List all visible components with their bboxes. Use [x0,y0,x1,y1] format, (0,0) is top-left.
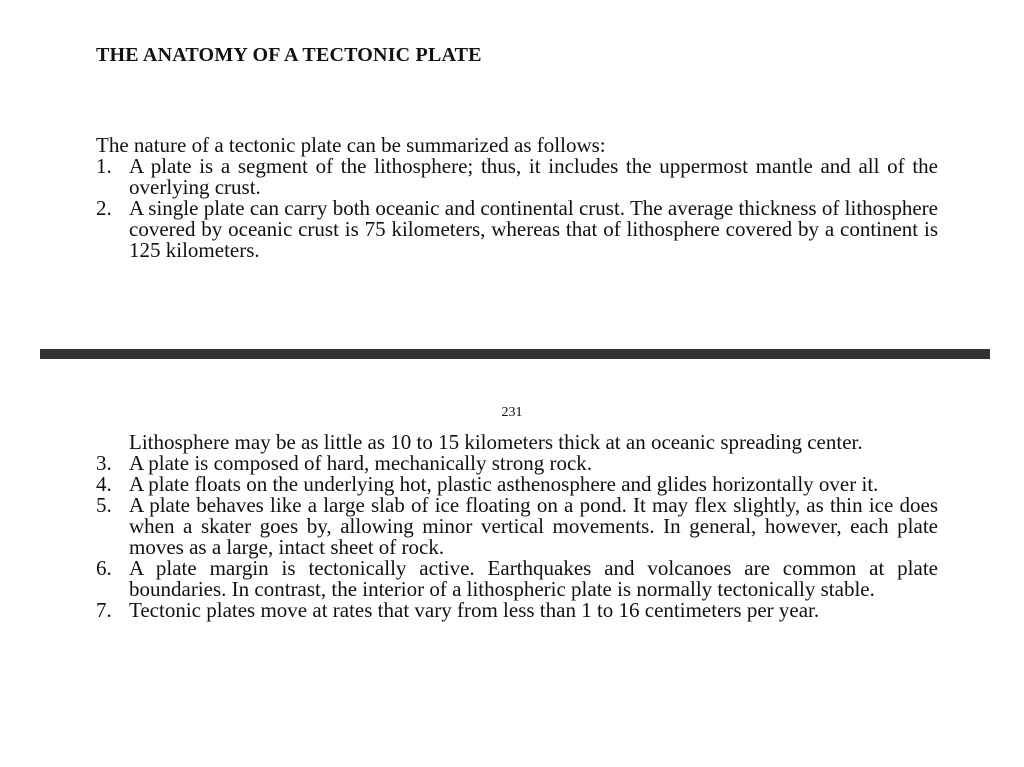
page-title: THE ANATOMY OF A TECTONIC PLATE [96,44,482,66]
list-item [96,453,938,474]
list-item-number: 5. [96,493,112,517]
plate-properties-list-part-2 [96,432,938,621]
list-item-text: Tectonic plates move at rates that vary from less than 1 to 16 centimeters per year. [129,598,820,622]
list-item-number [96,432,129,453]
page-break-divider [40,349,990,359]
list-item [96,156,938,198]
list-item-number: 2. [96,196,112,220]
intro-text: The nature of a tectonic plate can be summarized as follows: [96,133,606,157]
list-item-text: A plate floats on the underlying hot, plastic asthenosphere and glides horizontally over it. [129,472,879,496]
list-item-number: 7. [96,598,112,622]
list-item-text: Lithosphere may be as little as 10 to 15 kilometers thick at an oceanic spreading center. [129,430,863,454]
list-item-text: A single plate can carry both oceanic and continental crust. The average thickness of lithosphere covered by oceanic crust is 75 kilometers, whereas that of lithosphere covered by a continent is 125 kilometers. [129,196,938,262]
list-item-text: A plate is composed of hard, mechanically strong rock. [129,451,593,475]
list-item-text: A plate is a segment of the lithosphere; thus, it includes the uppermost mantle and all of the overlying crust. [129,154,938,199]
list-item-number: 6. [96,556,112,580]
list-item-text: A plate margin is tectonically active. Earthquakes and volcanoes are common at plate boundaries. In contrast, the interior of a lithospheric plate is normally tectonically stable. [129,556,938,601]
list-item [96,198,938,261]
plate-properties-list-part-1 [96,156,938,261]
list-item [96,558,938,600]
list-item [96,600,938,621]
list-item [96,474,938,495]
list-item-continuation [96,432,938,453]
list-item-text: A plate behaves like a large slab of ice floating on a pond. It may flex slightly, as thin ice does when a skater goes by, allowing minor vertical movements. In general, however, each plate moves as a large, intact sheet of rock. [129,493,938,559]
page-number: 231 [501,405,523,420]
list-item-number: 3. [96,451,112,475]
list-item-number: 1. [96,154,112,178]
list-item [96,495,938,558]
list-item-number: 4. [96,472,112,496]
